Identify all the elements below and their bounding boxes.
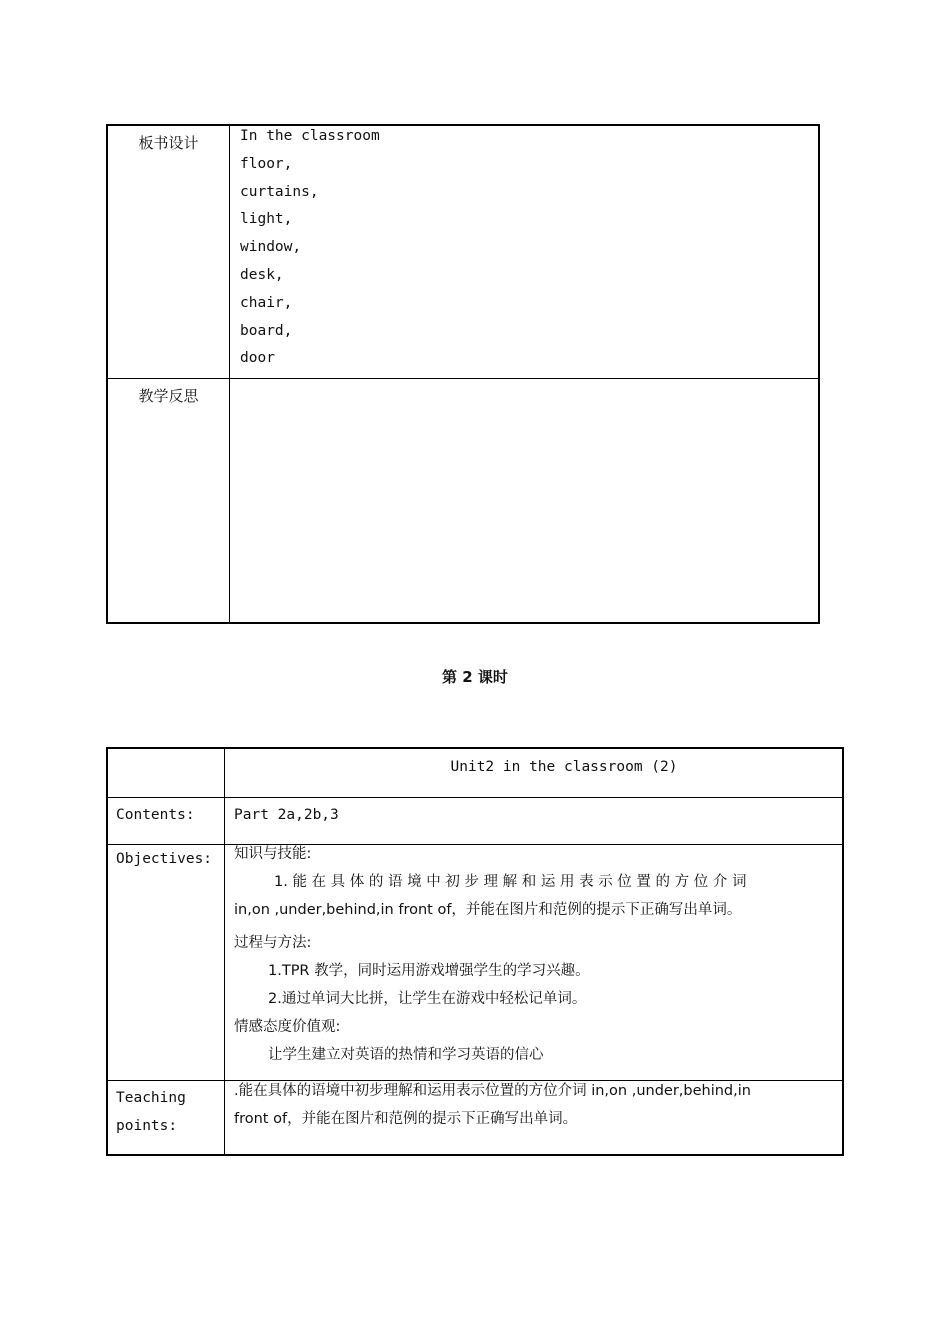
teaching-line-2: front of，并能在图片和范例的提示下正确写出单词。: [234, 1111, 578, 1127]
teaching-label-line-1: Teaching: [116, 1090, 186, 1106]
board-line: In the classroom: [240, 128, 380, 144]
board-line: curtains,: [240, 183, 319, 200]
objectives-row: [108, 845, 842, 1081]
board-line: floor,: [240, 155, 293, 172]
teaching-points-content: [234, 1077, 834, 1133]
board-design-label: 板书设计: [108, 126, 230, 378]
lesson-table-1: [106, 124, 820, 624]
board-line: chair,: [240, 294, 293, 311]
board-line: door: [240, 350, 275, 367]
knowledge-heading: 知识与技能:: [234, 846, 312, 862]
lesson-table-2: [106, 747, 844, 1156]
board-line: window,: [240, 239, 302, 256]
reflection-row: [108, 379, 818, 622]
contents-value: Part 2a,2b,3: [234, 807, 339, 823]
objectives-content: [234, 840, 834, 1069]
board-design-row: [108, 126, 818, 379]
emotion-text: 让学生建立对英语的热情和学习英语的信心: [268, 1047, 544, 1063]
board-design-content: [240, 126, 812, 376]
process-item-1: 1.TPR 教学，同时运用游戏增强学生的学习兴趣。: [268, 963, 590, 979]
section-heading: 第 2 课时: [442, 668, 508, 686]
contents-label: Contents:: [108, 798, 225, 844]
knowledge-line-1: 1. 能 在 具 体 的 语 境 中 初 步 理 解 和 运 用 表 示 位 置 的 方 位 介 词: [274, 874, 747, 890]
teaching-points-label: [108, 1081, 225, 1154]
objectives-label: Objectives:: [108, 845, 225, 1080]
emotion-heading: 情感态度价值观:: [234, 1019, 341, 1035]
lesson-title: Unit2 in the classroom (2): [450, 759, 678, 775]
contents-row: [108, 798, 842, 845]
teaching-points-row: [108, 1081, 842, 1154]
reflection-label: 教学反思: [108, 379, 230, 622]
board-line: desk,: [240, 266, 284, 283]
board-line: board,: [240, 322, 293, 339]
board-line: light,: [240, 211, 293, 228]
teaching-label-line-2: points:: [116, 1118, 178, 1134]
teaching-line-1: .能在具体的语境中初步理解和运用表示位置的方位介词 in,on ,under,behind,in: [234, 1083, 751, 1099]
process-item-2: 2.通过单词大比拼，让学生在游戏中轻松记单词。: [268, 991, 587, 1007]
knowledge-line-2: in,on ,under,behind,in front of，并能在图片和范例的提示下正确写出单词。: [234, 902, 742, 918]
title-row: [108, 749, 842, 798]
title-row-label: [108, 749, 225, 797]
process-heading: 过程与方法:: [234, 935, 312, 951]
